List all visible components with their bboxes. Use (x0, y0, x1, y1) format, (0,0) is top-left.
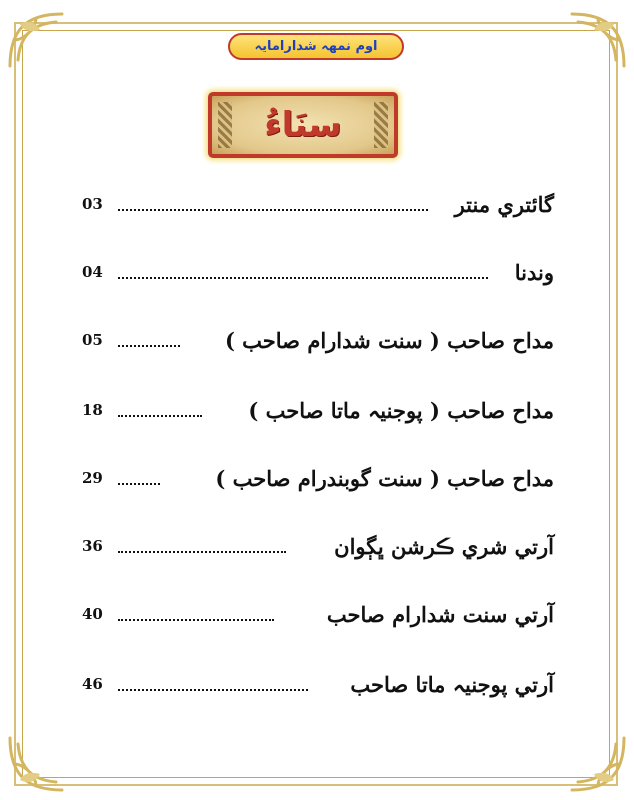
toc-row[interactable] (82, 252, 554, 292)
toc-page-number: 04 (82, 263, 103, 281)
corner-ornament-icon (568, 10, 628, 70)
toc-leader-dots (118, 551, 286, 553)
page-title: سنَاءُ (264, 105, 342, 145)
corner-ornament-icon (6, 10, 66, 70)
toc-leader-dots (118, 689, 308, 691)
toc-leader-dots (118, 209, 428, 211)
toc-title: مداح صاحب ( سنت گوبندرام صاحب ) (215, 465, 554, 491)
toc-page-number: 36 (82, 537, 103, 555)
toc-title: آرتي پوجنيہ ماتا صاحب (350, 671, 554, 697)
toc-title: آرتي سنت شدارام صاحب (326, 601, 554, 627)
toc-title: مداح صاحب ( سنت شدارام صاحب ) (224, 327, 554, 353)
toc-leader-dots (118, 277, 488, 279)
corner-ornament-icon (568, 734, 628, 794)
toc-page-number: 40 (82, 605, 103, 623)
toc-leader-dots (118, 483, 160, 485)
toc-title: آرتي شري ڪرشن ڀڳوان (334, 533, 554, 559)
toc-row[interactable] (82, 184, 554, 224)
toc-page-number: 29 (82, 469, 103, 487)
toc-page-number: 05 (82, 331, 103, 349)
toc-leader-dots (118, 415, 202, 417)
toc-title: مداح صاحب ( پوجنيہ ماتا صاحب ) (248, 397, 554, 423)
corner-ornament-icon (6, 734, 66, 794)
toc-row[interactable] (82, 594, 554, 634)
toc-row[interactable] (82, 458, 554, 498)
toc-page-number: 18 (82, 401, 103, 419)
toc-page-number: 03 (82, 195, 103, 213)
toc-title: گائتري منتر (454, 191, 554, 217)
title-plaque (208, 92, 398, 158)
toc-page-number: 46 (82, 675, 103, 693)
top-banner (228, 33, 404, 60)
toc-row[interactable] (82, 526, 554, 566)
toc-row[interactable] (82, 390, 554, 430)
toc-leader-dots (118, 619, 274, 621)
toc-title: وندنا (514, 259, 554, 285)
toc-row[interactable] (82, 320, 554, 360)
banner-text: اوم نمهہ شدارامايہ (254, 39, 378, 54)
toc-row[interactable] (82, 664, 554, 704)
toc-leader-dots (118, 345, 180, 347)
